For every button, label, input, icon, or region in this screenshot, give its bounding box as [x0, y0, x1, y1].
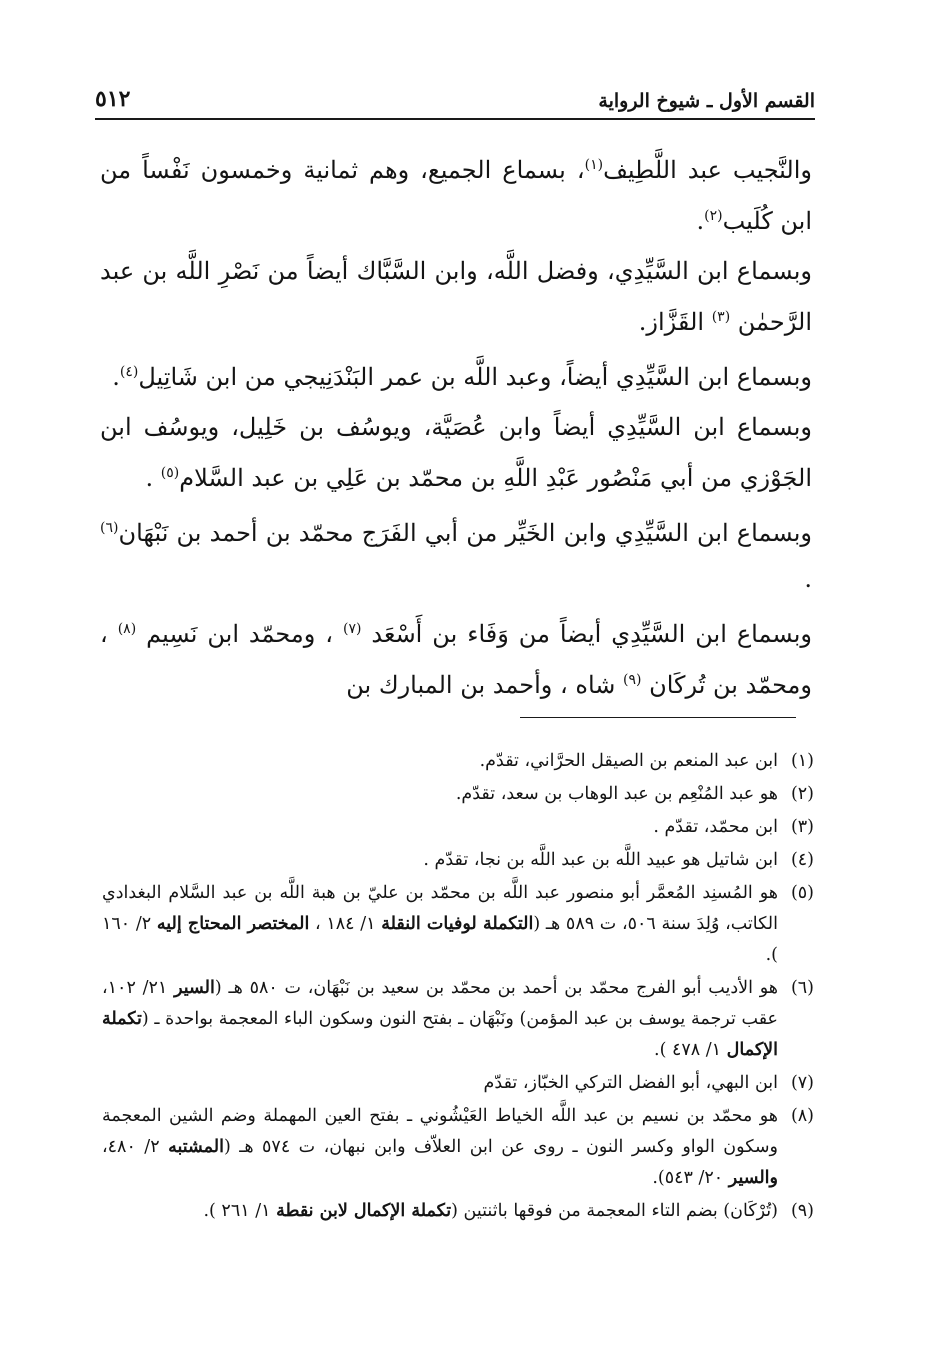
page-number: ٥١٢: [95, 86, 131, 112]
paragraph: [100, 505, 812, 602]
text-run: وبسماع ابن السَّيِّدِي أيضاً وابن عُصَيَّة، ويوسُف بن خَلِيل، ويوسُف ابن الجَوْزي من أبي مَنْصُور عَبْدِ اللَّهِ بن محمّد بن عَلِي بن عبد السَّلام: [100, 413, 812, 492]
text-run: هو المُسنِد المُعمَّر أبو منصور عبد اللَّه بن محمّد بن عليّ بن هبة اللَّه بن عبد السَّلام البغدادي الكاتب، وُلِدَ سنة ٥٠٦، ت ٥٨٩ هـ (: [102, 883, 778, 934]
footnote: [102, 1101, 814, 1194]
text-run: القَزَّاز.: [638, 308, 712, 336]
paragraph: [100, 404, 812, 501]
text-run: هو عبد المُنْعِم بن عبد الوهاب بن سعد، تقدّم.: [455, 784, 778, 804]
footnote: [102, 779, 814, 810]
text-run: ٢/ ١٦٠ ).: [102, 914, 778, 965]
text-run: وبسماع ابن السَّيِّدِي أيضاً، وعبد اللَّه بن عمر البَنْدَنِيجي من ابن شَاتِيل: [138, 363, 812, 391]
footnote-text: [102, 812, 778, 843]
footnote-ref[interactable]: (٣): [711, 309, 731, 325]
footnote-text: [102, 973, 778, 1066]
book-title: السير: [174, 978, 215, 998]
footnote-ref[interactable]: (٦): [100, 520, 119, 536]
book-title: تكملة الإكمال: [102, 1009, 778, 1060]
footnote-separator: [520, 717, 796, 718]
text-run: ، ومحمّد بن تُركَان: [100, 620, 812, 699]
text-run: شاه ، وأحمد بن المبارك بن: [346, 671, 623, 699]
footnotes: [102, 746, 814, 1229]
text-run: .: [696, 207, 705, 235]
footnote: [102, 878, 814, 971]
text-run: والنَّجيب عبد اللَّطِيف: [603, 156, 812, 184]
footnote-text: [102, 878, 778, 971]
text-run: .: [145, 464, 161, 492]
footnote-number: (٦): [790, 978, 814, 998]
text-run: ، ومحمّد ابن نَسِيم: [136, 620, 343, 648]
footnote: [102, 1196, 814, 1227]
text-run: وبسماع ابن السَّيِّدِي وابن الخَيِّر من أبي الفَرَج محمّد بن أحمد بن نَبْهَان: [118, 519, 812, 547]
footnote-ref[interactable]: (٨): [117, 621, 137, 637]
footnote-number: (٣): [790, 817, 814, 837]
footnote-number: (٩): [790, 1201, 814, 1221]
footnote-text: [102, 746, 778, 777]
text-run: ١/ ٢٦١ ).: [203, 1201, 277, 1221]
book-title: والسير: [728, 1168, 778, 1188]
text-run: هو الأديب أبو الفرج محمّد بن أحمد بن محمّد بن سعيد بن نَبْهَان، ت ٥٨٠ هـ (: [214, 978, 778, 998]
paragraph: [100, 349, 812, 400]
main-text: [100, 142, 812, 712]
footnote: [102, 973, 814, 1066]
footnote-ref[interactable]: (٢): [704, 208, 723, 224]
paragraph: [100, 248, 812, 345]
footnote-number: (٨): [790, 1106, 814, 1126]
book-title: التكملة لوفيات النقلة: [381, 914, 534, 934]
footnote-number: (٢): [790, 784, 814, 804]
text-run: ابن محمّد، تقدّم .: [653, 817, 778, 837]
section-title: القسم الأول ـ شيوخ الرواية: [598, 90, 815, 112]
footnote-ref[interactable]: (٤): [119, 364, 139, 380]
text-run: ٢/ ٤٨٠،: [102, 1137, 169, 1157]
text-run: .: [804, 565, 812, 593]
book-title: المختصر المحتاج إليه: [156, 914, 310, 934]
text-run: ١/ ١٨٤ ،: [309, 914, 382, 934]
text-run: ابن البهي، أبو الفضل التركي الخبّاز، تقدّم: [483, 1073, 778, 1093]
book-title: المشتبه: [168, 1137, 224, 1157]
text-run: ١/ ٤٧٨ ).: [654, 1040, 727, 1060]
text-run: ٢٠/ ٥٤٣).: [652, 1168, 729, 1188]
footnote-number: (٧): [790, 1073, 814, 1093]
footnote: [102, 845, 814, 876]
book-title: تكملة الإكمال لابن نقطة: [276, 1201, 452, 1221]
footnote-ref[interactable]: (٥): [160, 465, 180, 481]
footnote-text: [102, 1068, 778, 1099]
footnote-ref[interactable]: (٧): [342, 621, 362, 637]
text-run: (تُرْكَان) بضم التاء المعجمة من فوقها باثنتين (: [451, 1201, 778, 1221]
footnote-text: [102, 779, 778, 810]
text-run: ، بسماع الجميع، وهم ثمانية وخمسون نَفْساً من ابن كُلَيب: [100, 156, 812, 235]
footnote-ref[interactable]: (٩): [623, 672, 642, 688]
text-run: هو محمّد بن نسيم بن عبد اللَّه الخياط العَيْشُوني ـ بفتح العين المهملة وضم الشين المعجمة وسكون الواو وكسر النون ـ روى عن ابن العلاّف وابن نبهان، ت ٥٧٤ هـ (: [102, 1106, 778, 1157]
paragraph: [100, 606, 812, 708]
paragraph: [100, 142, 812, 244]
footnote-number: (٤): [790, 850, 814, 870]
footnote-text: [102, 1196, 778, 1227]
text-run: ٢١/ ١٠٢، عقب ترجمة يوسف بن عبد المؤمن) ونَبْهَان ـ بفتح النون وسكون الباء المعجمة بواحدة ـ (: [102, 978, 778, 1029]
footnote: [102, 1068, 814, 1099]
footnote-number: (٥): [790, 883, 814, 903]
text-run: .: [112, 363, 120, 391]
footnote: [102, 746, 814, 777]
text-run: وبسماع ابن السَّيِّدِي، وفضل اللَّه، وابن السَّبَّاك أيضاً من نَصْرِ اللَّه بن عبد الرَّحمٰن: [100, 257, 812, 336]
footnote-ref[interactable]: (١): [584, 157, 604, 173]
text-run: وبسماع ابن السَّيِّدِي أيضاً من وَفَاء بن أَسْعَد: [361, 620, 813, 648]
footnote-text: [102, 845, 778, 876]
footnote: [102, 812, 814, 843]
footnote-text: [102, 1101, 778, 1194]
text-run: ابن عبد المنعم بن الصيقل الحرَّاني، تقدّم.: [479, 751, 778, 771]
text-run: ابن شاتيل هو عبيد اللَّه بن عبد اللَّه بن نجا، تقدّم .: [423, 850, 778, 870]
footnote-number: (١): [790, 751, 814, 771]
running-header: [95, 80, 815, 120]
